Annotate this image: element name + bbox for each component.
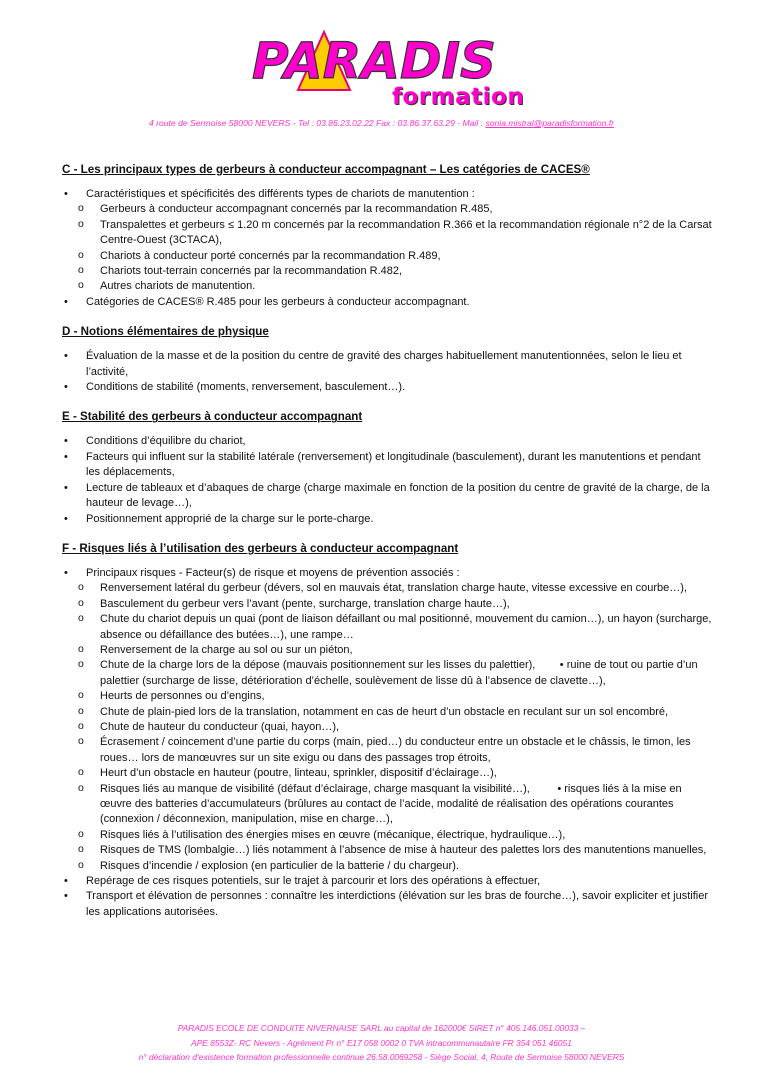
list-item — [62, 782, 712, 828]
list-item — [62, 658, 712, 689]
address-text: 4 route de Sermoise 58000 NEVERS - Tel : 03.86.23.02.22 Fax : 03.86.37.63.29 - Mail : — [148, 118, 486, 128]
footer-line-1: PARADIS ECOLE DE CONDUITE NIVERNAISE SARL au capital de 162000€ SIRET n° 405.146.051.00033 – — [177, 1023, 586, 1033]
list-item: o Renversement de la charge au sol ou sur un piéton, — [62, 643, 712, 658]
header-address — [0, 118, 763, 128]
section-d-title: D - Notions élémentaires de physique — [62, 325, 269, 339]
list-item: o Risques de TMS (lombalgie…) liés notamment à l’absence de mise à hauteur des palettes lors des manutentions manuelles, — [62, 843, 712, 858]
email-link[interactable]: sonia.mistral@paradisformation.fr — [485, 118, 615, 128]
section-f-title: F - Risques liés à l’utilisation des gerbeurs à conducteur accompagnant — [62, 541, 459, 555]
list-item: • Transport et élévation de personnes : connaître les interdictions (élévation sur les bras de fourche…), savoir expliciter et justifier les applications autorisées. — [62, 889, 712, 920]
list-item: o Chute de hauteur du conducteur (quai, hayon…), — [62, 720, 712, 735]
list-item: o Gerbeurs à conducteur accompagnant concernés par la recommandation R.485, — [62, 202, 712, 217]
list-item: o Basculement du gerbeur vers l’avant (pente, surcharge, translation charge haute…), — [62, 597, 712, 612]
footer-line-3: n° déclaration d’existence formation professionnelle continue 26.58.0069258 - Siège Social, 4, Route de Sermoise 58000 NEVERS — [138, 1052, 625, 1062]
company-logo — [246, 20, 536, 112]
logo-brand: PARADIS — [252, 32, 497, 90]
document-body — [62, 162, 712, 934]
section-e — [62, 409, 712, 526]
list-item: • Conditions de stabilité (moments, renversement, basculement…). — [62, 380, 712, 395]
list-item: • Caractéristiques et spécificités des différents types de chariots de manutention : — [62, 187, 712, 202]
list-item: o Écrasement / coincement d’une partie du corps (main, pied…) du conducteur entre un obstacle et le châssis, le timon, les roues… lors de manœuvres sur un site exigu ou dans des passages trop étroits, — [62, 735, 712, 766]
section-c-title: C - Les principaux types de gerbeurs à conducteur accompagnant – Les catégories de CACES® — [62, 163, 590, 176]
list-item: • Conditions d’équilibre du chariot, — [62, 434, 712, 449]
list-item: o Chute du chariot depuis un quai (pont de liaison défaillant ou mal positionné, mouvement du camion…), un hayon (surcharge, absence ou défaillance des butées…), une rampe… — [62, 612, 712, 643]
list-item-text: • ruine de tout ou partie d’un palettier (surcharge de lisse, détérioration d’échelle, soulèvement de lisse dû à l’absence de clavette…), — [100, 659, 698, 687]
list-item: o Heurt d’un obstacle en hauteur (poutre, linteau, sprinkler, dispositif d’éclairage…), — [62, 766, 712, 781]
section-c-list — [62, 187, 712, 310]
list-item: • Lecture de tableaux et d’abaques de charge (charge maximale en fonction de la position du centre de gravité de la charge, de la hauteur de levage…), — [62, 481, 712, 512]
list-item: • Catégories de CACES® R.485 pour les gerbeurs à conducteur accompagnant. — [62, 295, 712, 310]
section-d — [62, 324, 712, 395]
list-item: • Facteurs qui influent sur la stabilité latérale (renversement) et longitudinale (basculement), durant les manutentions et pendant les déplacements, — [62, 450, 712, 481]
list-item: • Principaux risques - Facteur(s) de risque et moyens de prévention associés : — [62, 566, 712, 581]
list-item: o Chute de plain-pied lors de la translation, notamment en cas de heurt d’un obstacle en reculant sur un sol encombré, — [62, 705, 712, 720]
list-item: o Transpalettes et gerbeurs ≤ 1.20 m concernés par la recommandation R.366 et la recommandation régionale n°2 de la Carsat Centre-Ouest (3CTACA), — [62, 218, 712, 249]
page-footer — [0, 1021, 763, 1065]
list-item-text: • risques liés à la mise en œuvre des batteries d’accumulateurs (brûlures au contact de l’acide, modalité de réalisation des opérations courantes (connexion / déconnexion, manipulation, mise en charge…), — [100, 782, 682, 826]
footer-line-2: APE 8553Z- RC Nevers - Agrément Pr n° E17 058 0002 0 TVA intracommunautaire FR 354 051 46051 — [191, 1037, 572, 1048]
list-item: • Positionnement approprié de la charge sur le porte-charge. — [62, 512, 712, 527]
list-item: • Évaluation de la masse et de la position du centre de gravité des charges habituellement manutentionnées, selon le lieu et l’activité, — [62, 349, 712, 380]
section-d-list — [62, 349, 712, 395]
list-item-text: Chute de la charge lors de la dépose (mauvais positionnement sur les lisses du palettier), — [100, 659, 536, 672]
list-item-text: Risques liés au manque de visibilité (défaut d’éclairage, charge masquant la visibilité…), — [100, 782, 530, 795]
section-e-list — [62, 434, 712, 526]
list-item: • Repérage de ces risques potentiels, sur le trajet à parcourir et lors des opérations à effectuer, — [62, 874, 712, 889]
list-item: o Renversement latéral du gerbeur (dévers, sol en mauvais état, translation charge haute, vitesse excessive en courbe…), — [62, 581, 712, 596]
list-item: o Autres chariots de manutention. — [62, 279, 712, 294]
logo-subtitle: formation — [392, 84, 525, 110]
list-item: o Risques liés à l’utilisation des énergies mises en œuvre (mécanique, électrique, hydraulique…), — [62, 828, 712, 843]
section-c — [62, 162, 712, 310]
list-item: o Risques d’incendie / explosion (en particulier de la batterie / du chargeur). — [62, 859, 712, 874]
list-item: o Heurts de personnes ou d’engins, — [62, 689, 712, 704]
section-e-title: E - Stabilité des gerbeurs à conducteur accompagnant — [62, 410, 363, 424]
list-item: o Chariots à conducteur porté concernés par la recommandation R.489, — [62, 249, 712, 264]
section-f — [62, 541, 712, 920]
list-item: o Chariots tout-terrain concernés par la recommandation R.482, — [62, 264, 712, 279]
section-f-list — [62, 566, 712, 920]
